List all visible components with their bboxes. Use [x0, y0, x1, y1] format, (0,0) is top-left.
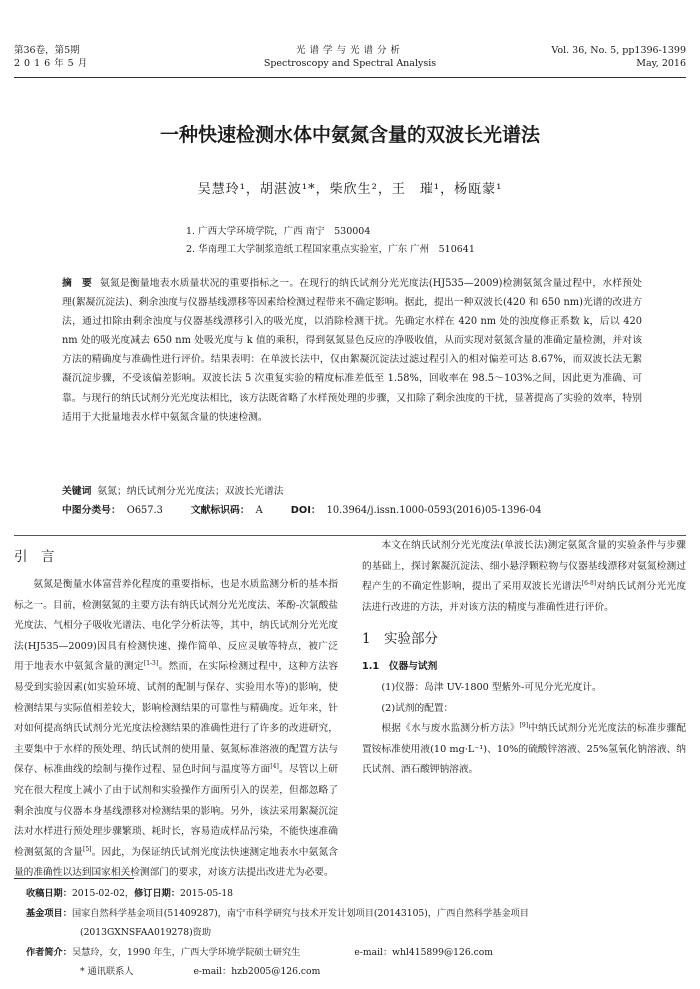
footnotes	[26, 884, 686, 982]
classification-line	[62, 501, 662, 520]
intro-paragraph-1: 氨氮是衡量水体富营养化程度的重要指标，也是水质监测分析的基本指标之一。目前，检测氨氮的主要方法有纳氏试剂分光光度法、苯酚-次氯酸盐光度法、气相分子吸收光谱法、电化学分析法等，其中，纳氏试剂分光光度法(HJ535—2009)因具有检测快速、操作简单、反应灵敏等特点，被广泛用于地表水中氨氮含量的测定[1-3]。然而，在实际检测过程中，这种方法容易受到实验因素(如实验环境、试剂的配制与保存、实验用水等)的影响，使检测结果与实际值相差较大，影响检测结果的可靠性与精确度。近年来，针对如何提高纳氏试剂分光光度法检测结果的准确性进行了许多的改进研究，主要集中于水样的预处理、纳氏试剂的使用量、氨氮标准溶液的配置方法与保存、标准曲线的绘制与操作过程、显色时间与温度等方面[4]。尽管以上研究在很大程度上减小了由于试剂和实验操作方面所引入的误差，但都忽略了剩余浊度与仪器本身基线漂移对检测结果的影响。另外，该法采用絮凝沉淀法对水样进行预处理步骤繁琐、耗时长，容易造成样品污染，不能快速准确检测氨氮的含量[5]。因此，为保证纳氏试剂光度法快速测定地表水中氨氮含量的准确性以达到国家相关检测部门的要求，对该方法提出改进尤为必要。	[14, 579, 339, 879]
citation-ref[interactable]: [1-3]	[143, 660, 159, 668]
doi-value[interactable]: 10.3964/j.issn.1000-0593(2016)05-1396-04	[326, 505, 542, 516]
doc-code-value: A	[255, 505, 263, 516]
intro-heading: 引 言	[14, 549, 55, 565]
reagent-item: (2)试剂的配置：	[381, 702, 454, 714]
journal-title-en: Spectroscopy and Spectral Analysis	[263, 58, 437, 69]
journal-title-cn: 光谱学与光谱分析	[295, 45, 404, 56]
date-en: May, 2016	[636, 58, 686, 69]
volume-cn: 第36卷，第5期	[14, 45, 80, 56]
section-1-title: 实验部分	[384, 631, 438, 648]
author-list: 吴慧玲¹，胡湛波¹*，柴欣生²，王 璀¹，杨瓯蒙¹	[197, 182, 503, 197]
body-column-right	[362, 536, 686, 781]
reagent-description: 根据《水与废水监测分析方法》[9]中纳氏试剂分光光度法的标准步骤配置铵标准使用液(10 mg·L⁻¹)、10%的硫酸锌溶液、25%氢氧化钠溶液、纳氏试剂、酒石酸钾钠溶液。	[362, 721, 687, 776]
citation-ref[interactable]: [5]	[83, 845, 92, 853]
affiliation-1: 1. 广西大学环境学院，广西 南宁 530004	[186, 226, 371, 237]
keywords-text: 氨氮；纳氏试剂分光光度法；双波长光谱法	[97, 486, 284, 497]
date-cn: 2016年5月	[14, 58, 92, 69]
doc-code-label: 文献标识码：	[190, 505, 250, 516]
author-email[interactable]: e-mail：whl415899@126.com	[354, 946, 493, 958]
intro-paragraph-2: 本文在纳氏试剂分光光度法(单波长法)测定氨氮含量的实验条件与步骤的基础上，探讨絮凝沉淀法、细小悬浮颗粒物与仪器基线漂移对氨氮检测过程产生的不确定性影响，提出了采用双波长光谱法[6-8]对纳氏试剂分光光度法进行改进的方法，并对该方法的精度与准确性进行评价。	[362, 540, 687, 613]
abstract-text: 氨氮是衡量地表水质量状况的重要指标之一。在现行的纳氏试剂分光光度法(HJ535—2009)检测氨氮含量过程中，水样预处理(絮凝沉淀法)、剩余浊度与仪器基线漂移等因素给检测过程带来不确定影响。据此，提出一种双波长(420 和 650 nm)光谱的改进方法，通过扣除由剩余浊度与仪器基线漂移引入的吸光度，以消除检测干扰。先确定水样在 420 nm 处的浊度修正系数 k，后以 420 nm 处的吸光度减去 650 nm 处吸光度与 k 值的乘积，得到氨氮显色反应的净吸收值，从而实现对氨氮含量的准确定量检测，并对该方法的精确度与准确性进行评价。结果表明：在单波长法中，仅由絮凝沉淀法过滤过程引入的相对偏差可达 8.67%，而双波长法无絮凝沉淀步骤，不受该偏差影响。双波长法 5 次重复实验的精度标准差低至 1.58%，回收率在 98.5～103%之间，因此更为准确、可靠。与现行的纳氏试剂分光光度法相比，该方法既省略了水样预处理的步骤，又扣除了剩余浊度的干扰，显著提高了实验的效率，特别适用于大批量地表水样中氨氮含量的快速检测。	[62, 278, 643, 423]
keywords-block	[62, 482, 662, 520]
fund-line: 基金项目：国家自然科学基金项目(51409287)，南宁市科学研究与技术开发计划项目(20143105)，广西自然科学基金项目	[26, 907, 529, 919]
volume-en: Vol. 36, No. 5, pp1396-1399	[551, 45, 686, 56]
keywords-line	[62, 482, 662, 501]
clc-label: 中图分类号：	[62, 505, 121, 516]
clc-value: O657.3	[126, 505, 163, 516]
citation-ref[interactable]: [6-8]	[581, 579, 597, 587]
footnote-divider	[14, 878, 134, 879]
doi-label: DOI：	[290, 505, 321, 516]
corresponding-email[interactable]: e-mail：hzb2005@126.com	[193, 966, 321, 977]
paper-title: 一种快速检测水体中氨氮含量的双波长光谱法	[159, 124, 540, 146]
header-issue	[551, 44, 686, 70]
body-column-left	[14, 536, 338, 884]
section-1-number: 1	[362, 631, 371, 648]
affiliation-2: 2. 华南理工大学制浆造纸工程国家重点实验室，广东 广州 510641	[186, 244, 475, 255]
fund-line-cont: (2013GXNSFAA019278)资助	[80, 927, 212, 938]
affiliations	[186, 223, 475, 259]
author-bio-line: 作者简介：吴慧玲，女，1990 年生，广西大学环境学院硕士研究生 e-mail：whl415899@126.com	[26, 946, 493, 958]
instrument-item: (1)仪器：岛津 UV-1800 型紫外-可见分光光度计。	[381, 681, 602, 693]
citation-ref[interactable]: [9]	[519, 721, 529, 729]
abstract-label: 摘 要	[62, 278, 92, 289]
corresponding-line: * 通讯联系人 e-mail：hzb2005@126.com	[80, 966, 321, 977]
header-divider	[14, 77, 686, 78]
subsection-1-1-heading: 1.1 仪器与试剂	[362, 661, 438, 673]
abstract	[62, 274, 642, 427]
section-1-heading	[362, 629, 686, 649]
keywords-label: 关键词	[62, 486, 92, 497]
dates-line: 收稿日期：2015-02-02，修订日期：2015-05-18	[26, 888, 234, 899]
citation-ref[interactable]: [4]	[270, 763, 279, 771]
